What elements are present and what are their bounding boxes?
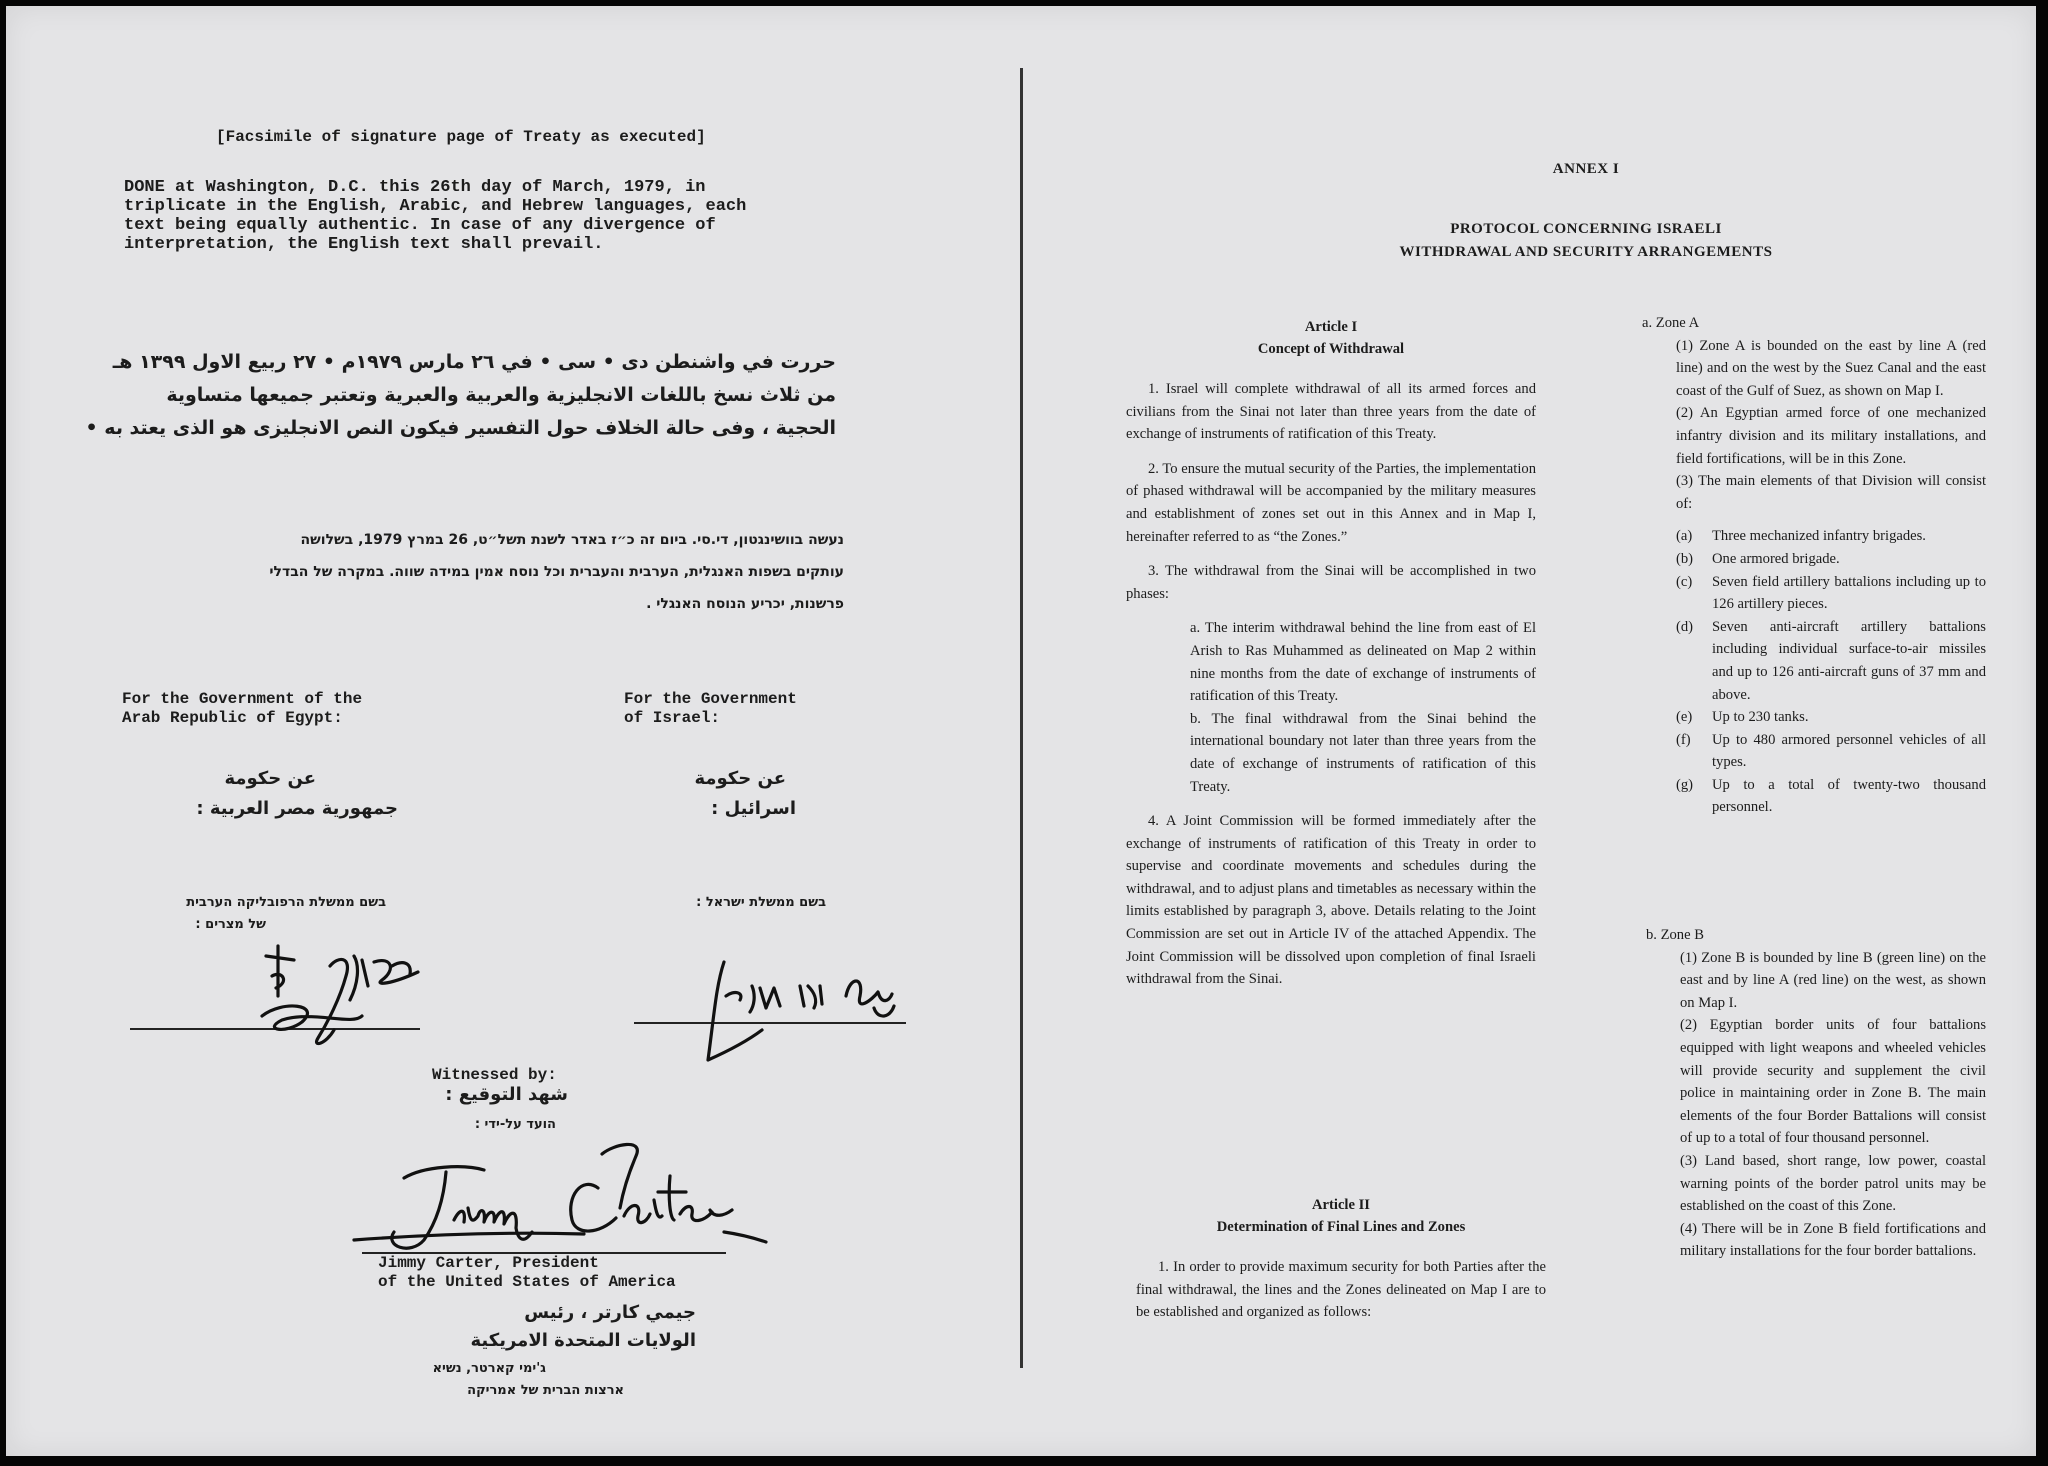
list-item-label: (c) xyxy=(1676,573,1693,590)
zone-a-section xyxy=(1642,312,1986,819)
article-1-paragraph-3: 3. The withdrawal from the Sinai will be accomplished in two phases: xyxy=(1126,563,1536,602)
zone-b-section xyxy=(1646,924,1986,1263)
article-1-column xyxy=(1126,316,1536,1003)
carter-title: Jimmy Carter, President of the United States of America xyxy=(378,1254,676,1291)
article-1-paragraph-2: 2. To ensure the mutual security of the Parties, the implementation of phased withdrawal will be accompanied by the military measures and establishment of zones set out in this Annex and in Map I, hereinafter referred to as “the Zones.” xyxy=(1126,460,1536,545)
zone-b-paragraph-2: (2) Egyptian border units of four battalions equipped with light weapons and wheeled vehicles will provide security and supplement the civil police in maintaining order in Zone B. The main elements of the four Border Battalions will consist of up to a total of four thousand personnel. xyxy=(1680,1017,1986,1147)
carter-hebrew-label-2: ארצות הברית של אמריקה xyxy=(467,1383,624,1398)
egypt-signatory-label: For the Government of the Arab Republic of Egypt: xyxy=(122,690,363,727)
zone-a-list-item xyxy=(1676,729,1986,774)
hebrew-line: עותקים בשפות האנגלית, הערבית והעברית וכל נוסח אמין במידה שווה. במקרה של הבדלי xyxy=(269,564,844,580)
arabic-line: الحجية ، وفى حالة الخلاف حول التفسير فيكون النص الانجليزى هو الذى يعتد به • xyxy=(85,417,836,439)
arabic-done-paragraph xyxy=(76,346,836,445)
facsimile-note: [Facsimile of signature page of Treaty as executed] xyxy=(216,128,706,146)
zone-a-list-item xyxy=(1676,706,1986,729)
carter-signature xyxy=(354,1136,774,1266)
list-item-label: (g) xyxy=(1676,776,1694,793)
begin-signature xyxy=(696,956,916,1066)
hebrew-line: פרשנות, יכריע הנוסח האנגלי . xyxy=(646,596,844,612)
article-1-paragraph-3b: b. The final withdrawal from the Sinai behind the international boundary not later than three years from the date of exchange of instruments of ratification of this Treaty. xyxy=(1190,710,1536,795)
hebrew-done-paragraph xyxy=(24,524,844,620)
list-item-label: (f) xyxy=(1676,731,1691,748)
article-2-column xyxy=(1136,1194,1546,1336)
list-item-text: Three mechanized infantry brigades. xyxy=(1712,528,1926,545)
witness-label: Witnessed by: xyxy=(432,1066,557,1084)
israel-arabic-label-1: عن حكومة xyxy=(694,768,786,789)
egypt-hebrew-label-2: של מצרים : xyxy=(195,917,266,932)
zone-a-paragraph-3: (3) The main elements of that Division will consist of: xyxy=(1676,473,1986,512)
article-1-subheading: Concept of Withdrawal xyxy=(1257,341,1405,357)
zone-a-paragraph-1: (1) Zone A is bounded on the east by line A (red line) and on the west by the Suez Canal and the east coast of the Gulf of Suez, as shown on Map I. xyxy=(1676,337,1986,399)
zone-b-paragraph-4: (4) There will be in Zone B field fortifications and military installations for the four border battalions. xyxy=(1680,1220,1986,1260)
witness-arabic-label: شهد التوقيع : xyxy=(445,1084,568,1105)
zone-a-list-item xyxy=(1676,525,1986,548)
list-item-text: Seven field artillery battalions including up to 126 artillery pieces. xyxy=(1712,573,1986,613)
zone-a-paragraph-2: (2) An Egyptian armed force of one mechanized infantry division and its military installations, and field fortifications, will be in this Zone. xyxy=(1676,405,1986,467)
zone-a-title: a. Zone A xyxy=(1642,315,1700,331)
zone-a-list-item xyxy=(1676,616,1986,706)
list-item-label: (b) xyxy=(1676,550,1694,567)
carter-hebrew-label-1: ג'ימי קארטר, נשיא xyxy=(432,1361,546,1376)
article-1-heading: Article I xyxy=(1304,319,1358,335)
protocol-title-line-2: WITHDRAWAL AND SECURITY ARRANGEMENTS xyxy=(1399,244,1773,260)
egypt-hebrew-label-1: בשם ממשלת הרפובליקה הערבית xyxy=(186,895,386,910)
list-item-text: Up to 480 armored personnel vehicles of all types. xyxy=(1712,731,1986,771)
arabic-line: من ثلاث نسخ باللغات الانجليزية والعربية والعبرية وتعتبر جميعها متساوية xyxy=(166,384,836,406)
list-item-text: Seven anti-aircraft artillery battalions including individual surface-to-air missiles and up to 126 anti-aircraft guns of 37 mm and above. xyxy=(1712,618,1986,703)
list-item-text: Up to 230 tanks. xyxy=(1712,709,1809,726)
list-item-text: One armored brigade. xyxy=(1712,550,1840,567)
zone-b-title: b. Zone B xyxy=(1646,927,1704,943)
article-2-subheading: Determination of Final Lines and Zones xyxy=(1216,1219,1466,1235)
witness-hebrew-label: הועד על-ידי : xyxy=(474,1117,556,1132)
israel-signatory-label: For the Government of Israel: xyxy=(624,690,797,727)
zone-a-list-item xyxy=(1676,571,1986,616)
article-2-heading: Article II xyxy=(1312,1197,1370,1213)
page-fold-divider xyxy=(1020,68,1023,1368)
article-1-paragraph-1: 1. Israel will complete withdrawal of all its armed forces and civilians from the Sinai not later than three years from the date of exchange of instruments of ratification of this Treaty. xyxy=(1126,381,1536,443)
list-item-label: (d) xyxy=(1676,618,1694,635)
list-item-text: Up to a total of twenty-two thousand personnel. xyxy=(1712,776,1986,816)
arabic-line: حررت في واشنطن دى • سى • في ٢٦ مارس ١٩٧٩م • ٢٧ ربيع الاول ١٣٩٩ هـ xyxy=(112,351,836,373)
egypt-arabic-label-2: جمهورية مصر العربية : xyxy=(196,798,398,819)
israel-arabic-label-2: اسرائيل : xyxy=(711,798,796,819)
israel-hebrew-label: בשם ממשלת ישראל : xyxy=(696,895,826,910)
article-1-paragraph-3a: a. The interim withdrawal behind the line from east of El Arish to Ras Muhammed as delineated on Map 2 within nine months from the date of exchange of instruments of ratification of this Treaty. xyxy=(1190,620,1536,705)
article-1-paragraph-4: 4. A Joint Commission will be formed immediately after the exchange of instruments of ratification of this Treaty in order to supervise and coordinate movements and schedules during the withdrawal, and to adjust plans and timetables as necessary within the limits established by paragraph 3, above. Details relating to the Joint Commission are set out in Article IV of the attached Appendix. The Joint Commission will be dissolved upon completion of final Israeli withdrawal from the Sinai. xyxy=(1126,813,1536,988)
carter-arabic-label-2: الولايات المتحدة الامريكية xyxy=(470,1330,696,1351)
done-paragraph: DONE at Washington, D.C. this 26th day of March, 1979, in triplicate in the English, Arabic, and Hebrew languages, each text being equally authentic. In case of any divergence of interpretation, the English text shall prevail. xyxy=(124,178,747,254)
zone-b-paragraph-1: (1) Zone B is bounded by line B (green line) on the east and by line A (red line) on the west, as shown on Map I. xyxy=(1680,949,1986,1011)
carter-arabic-label-1: جيمي كارتر ، رئيس xyxy=(524,1302,696,1323)
list-item-label: (a) xyxy=(1676,528,1693,545)
annex-title: ANNEX I xyxy=(1552,161,1620,177)
document-sheet xyxy=(6,6,2036,1456)
zone-a-list-item xyxy=(1676,548,1986,571)
zone-b-paragraph-3: (3) Land based, short range, low power, coastal warning points of the border patrol units may be established on the coast of this Zone. xyxy=(1680,1152,1986,1215)
egypt-arabic-label-1: عن حكومة xyxy=(224,768,316,789)
zone-a-list-item xyxy=(1676,774,1986,819)
article-2-paragraph-1: 1. In order to provide maximum security for both Parties after the final withdrawal, the lines and the Zones delineated on Map I are to be established and organized as follows: xyxy=(1136,1259,1546,1321)
hebrew-line: נעשה בוושינגטון, די.סי. ביום זה כ״ז באדר לשנת תשל״ט, 26 במרץ 1979, בשלושה xyxy=(300,532,844,548)
list-item-label: (e) xyxy=(1676,709,1693,726)
protocol-title-line-1: PROTOCOL CONCERNING ISRAELI xyxy=(1450,221,1722,237)
sadat-signature xyxy=(242,926,462,1056)
